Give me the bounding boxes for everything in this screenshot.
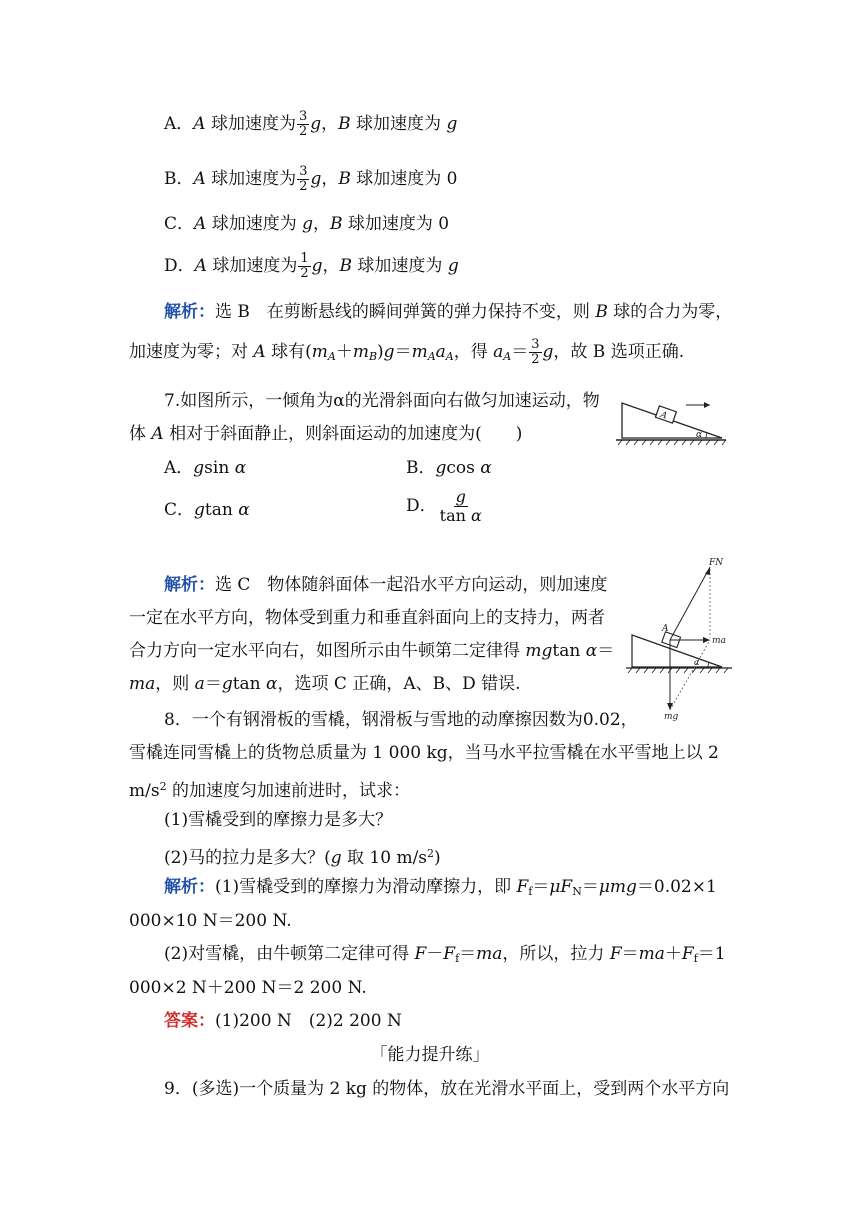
q7-option-d: D． $\frac{g}{\text{tan α}}$ <box>406 487 482 525</box>
q7-analysis-line-1: 解析：选 C 物体随斜面体一起沿水平方向运动，则加速度 <box>164 575 608 595</box>
q8-sub-question-1: (1)雪橇受到的摩擦力是多大？ <box>164 810 393 830</box>
q8-analysis-line-3: (2)对雪橇，由牛顿第二定律可得 $F-F_f=ma$，所以，拉力 $F=ma+F_f=1$ <box>164 944 726 965</box>
svg-text:FN: FN <box>709 558 724 568</box>
incline-figure <box>612 393 730 453</box>
q7-analysis-line-4: ma，则 a＝gtan α，选项 C 正确，A、B、D 错误. <box>129 674 521 694</box>
svg-text:α: α <box>694 658 700 667</box>
q8-analysis-line-1: 解析：(1)雪橇受到的摩擦力为滑动摩擦力，即 $F_f=\mu F_N=\mu mg=0.02\times 1$ <box>164 877 717 898</box>
section-title: 「能力提升练」 <box>370 1045 490 1065</box>
q8-answer: 答案：(1)200 N (2)2 200 N <box>164 1011 402 1031</box>
q7-stem-line-2: 体 A 相对于斜面静止，则斜面运动的加速度为( ) <box>129 424 523 444</box>
q8-analysis-line-2: 000×10 N＝200 N. <box>129 911 292 931</box>
q7-option-c: C．gtan α <box>164 500 250 520</box>
q6-analysis-line-1: 解析：选 B 在剪断悬线的瞬间弹簧的弹力保持不变，则 B 球的合力为零， <box>164 302 733 322</box>
q7-analysis-line-2: 一定在水平方向，物体受到重力和垂直斜面向上的支持力，两者 <box>129 608 605 628</box>
svg-text:α: α <box>696 430 703 440</box>
q6-option-a: A．A 球加速度为 $\frac{3}{2}$ g，B 球加速度为 g <box>164 109 458 139</box>
q7-option-a: A．gsin α <box>164 458 247 478</box>
q8-analysis-line-4: 000×2 N＋200 N＝2 200 N. <box>129 978 367 998</box>
q8-stem-line-3: $m/s^2$ 的加速度匀加速前进时，试求： <box>129 780 410 801</box>
svg-text:ma: ma <box>712 636 726 646</box>
q8-sub-question-2: (2)马的拉力是多大？(g 取 10 $m/s^2$) <box>164 847 441 868</box>
q8-stem-line-2: 雪橇连同雪橇上的货物总质量为 1 000 kg，当马水平拉雪橇在水平雪地上以 2 <box>129 743 719 763</box>
q9-stem-line-1: 9．(多选)一个质量为 2 kg 的物体，放在光滑水平面上，受到两个水平方向 <box>164 1079 730 1099</box>
svg-text:A: A <box>658 410 669 422</box>
q7-stem-line-1: 7.如图所示，一倾角为α的光滑斜面向右做匀加速运动，物 <box>164 391 600 411</box>
force-diagram <box>622 555 740 725</box>
q7-option-b: B．gcos α <box>406 458 492 478</box>
q7-analysis-line-3: 合力方向一定水平向右，如图所示由牛顿第二定律得 mgtan α＝ <box>129 641 615 661</box>
q6-analysis-line-2: 加速度为零；对 A 球有$(m_A+m_B)g=m_Aa_A$，得 $a_A=$ $\frac{3}{2}$ g，故 B 选项正确. <box>129 337 685 367</box>
q6-option-d: D．A 球加速度为 $\frac{1}{2}$ g，B 球加速度为 g <box>164 251 459 281</box>
q6-option-c: C．A 球加速度为 g，B 球加速度为 0 <box>164 214 450 234</box>
q8-stem-line-1: 8．一个有钢滑板的雪橇，钢滑板与雪地的动摩擦因数为0.02， <box>164 710 638 730</box>
svg-text:A: A <box>662 624 669 634</box>
svg-text:mg: mg <box>664 712 679 722</box>
q6-option-b: B．A 球加速度为 $\frac{3}{2}$ g，B 球加速度为 0 <box>164 164 458 194</box>
